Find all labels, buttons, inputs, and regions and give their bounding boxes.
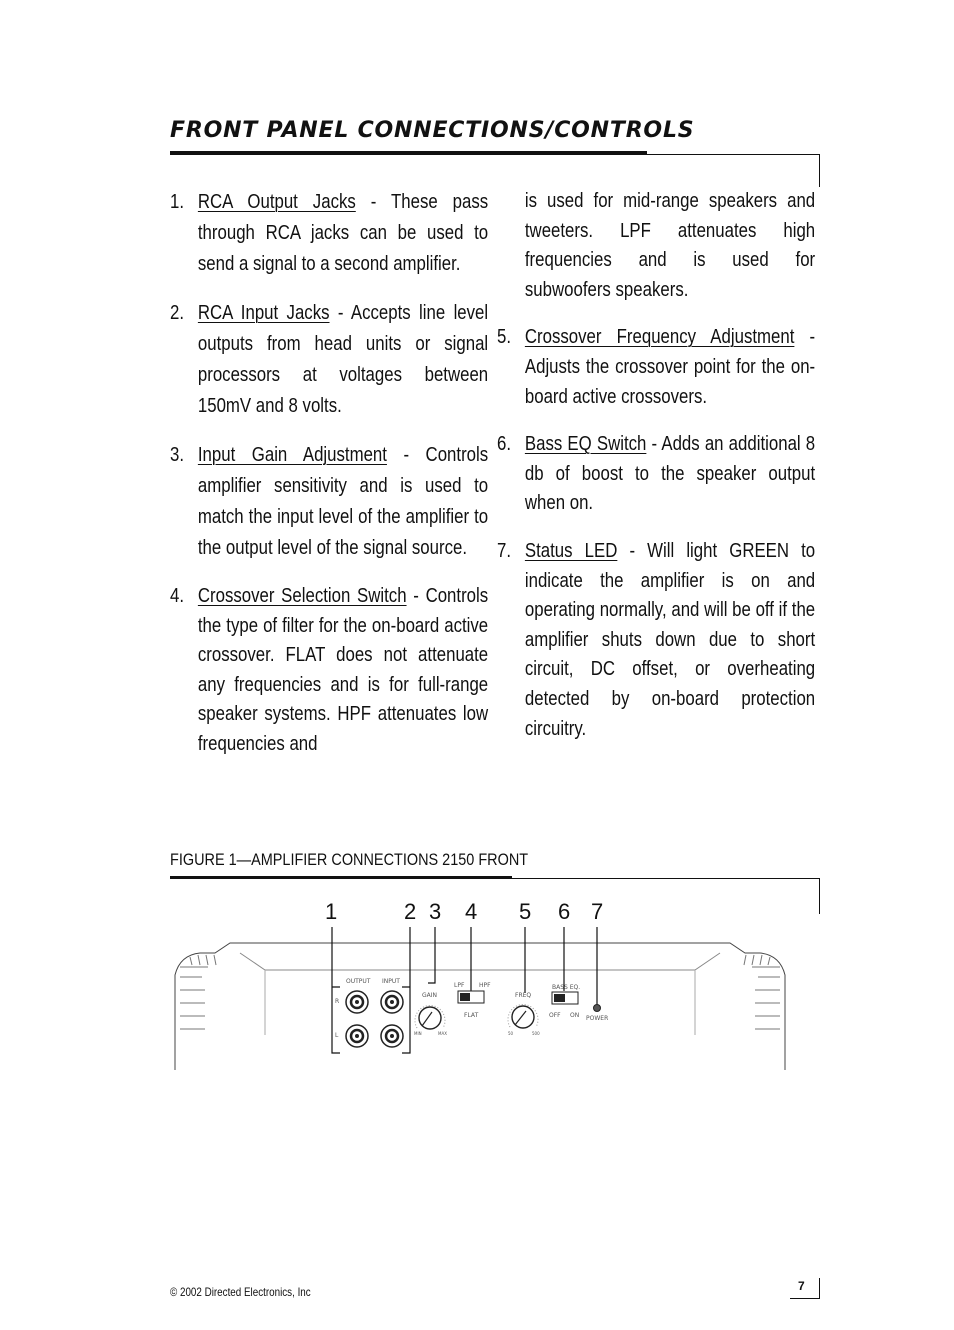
callout-3: 3: [429, 899, 442, 924]
title-rule: [170, 151, 647, 155]
item-term: Crossover Frequency Adjustment: [524, 325, 795, 349]
left-channel-label: L: [335, 1032, 339, 1039]
item-number: 6.: [497, 432, 512, 456]
status-led-icon: [594, 1005, 601, 1012]
list-item-6: [497, 429, 815, 518]
title-corner-tick: [819, 154, 820, 187]
gain-label: GAIN: [422, 992, 438, 999]
page-title: FRONT PANEL CONNECTIONS/CONTROLS: [170, 118, 695, 143]
callout-1: 1: [325, 899, 338, 924]
bass-eq-off-label: OFF: [549, 1012, 561, 1019]
item-text: is used for mid-range speakers and tweeters. LPF attenuates high frequencies and is used for subwoofers speakers.: [524, 189, 816, 301]
item-text: - Will light GREEN to indicate the amplifier is on and operating normally, and will be off if the amplifier shuts down due to short circuit, DC offset, or overheating detected by on-board protection circuitry.: [524, 538, 816, 740]
bass-eq-label: BASS EQ.: [552, 984, 581, 991]
callout-4: 4: [465, 899, 478, 924]
freq-label: FREQ: [515, 992, 532, 999]
flat-label: FLAT: [464, 1012, 479, 1019]
item-term: Bass EQ Switch: [524, 432, 647, 456]
item-text: - Accepts line level outputs from head units or signal processors at voltages between 150mV and 8 volts.: [197, 301, 489, 417]
item-term: Status LED: [524, 538, 618, 562]
amplifier-front-panel-diagram: [170, 895, 790, 1080]
item-text: - These pass through RCA jacks can be used to send a signal to a second amplifier.: [197, 190, 489, 275]
callout-6: 6: [558, 899, 571, 924]
list-item-2: [170, 297, 488, 421]
amp-outline: [175, 943, 785, 1070]
amp-inner-outline: [240, 953, 720, 970]
page-number-tick: [819, 1278, 820, 1299]
crossover-selection-switch: [458, 991, 484, 1003]
bass-eq-on-label: ON: [570, 1012, 580, 1019]
left-column: [170, 186, 489, 759]
item-term: RCA Input Jacks: [197, 301, 330, 324]
item-text: - Controls amplifier sensitivity and is used to match the input level of the amplifier to the output level of the signal source.: [197, 443, 489, 559]
item-text: - Adjusts the crossover point for the on-board active crossovers.: [524, 325, 816, 408]
title-thin-rule: [647, 154, 820, 155]
item-number: 3.: [170, 443, 185, 466]
gain-max-label: MAX: [438, 1031, 447, 1036]
power-label: POWER: [586, 1015, 609, 1022]
right-channel-label: R: [335, 998, 340, 1005]
right-heatsink-fins: [744, 955, 780, 1029]
item-number: 1.: [170, 190, 185, 213]
page-number-rule: [790, 1298, 820, 1299]
list-item-5: [497, 322, 815, 411]
list-item-1: [170, 186, 488, 279]
hpf-label: HPF: [479, 982, 491, 989]
input-label: INPUT: [382, 978, 400, 985]
callout-5: 5: [519, 899, 532, 924]
bass-eq-switch: [552, 992, 578, 1004]
item-number: 2.: [170, 301, 185, 324]
rca-output-jacks: [346, 991, 368, 1047]
figure-corner-tick: [819, 878, 820, 914]
output-label: OUTPUT: [346, 978, 371, 985]
left-heatsink-fins: [180, 955, 216, 1029]
item-term: Input Gain Adjustment: [197, 443, 387, 466]
item-text: - Controls the type of filter for the on-board active crossover. FLAT does not attenuate any frequencies and is for full-range speaker systems. HPF attenuates low frequencies and: [197, 584, 489, 755]
callout-2: 2: [404, 899, 417, 924]
item-number: 5.: [497, 325, 512, 349]
list-item-4-continued: [497, 186, 815, 304]
right-column: [497, 186, 816, 743]
callout-7: 7: [591, 899, 604, 924]
leader-3: [428, 927, 435, 983]
freq-min-label: 50: [508, 1031, 514, 1036]
figure-thin-rule: [512, 878, 820, 879]
item-term: RCA Output Jacks: [197, 190, 356, 213]
figure-caption: FIGURE 1—AMPLIFIER CONNECTIONS 2150 FRONT: [170, 850, 529, 869]
item-number: 4.: [170, 584, 185, 607]
freq-max-label: 500: [532, 1031, 540, 1036]
gain-min-label: MIN: [414, 1031, 422, 1036]
copyright: © 2002 Directed Electronics, Inc: [170, 1285, 311, 1299]
page-number: 7: [798, 1279, 805, 1293]
freq-knob: [508, 1005, 538, 1028]
item-text: - Adds an additional 8 db of boost to the speaker output when on.: [524, 432, 816, 515]
gain-knob: [415, 1006, 445, 1029]
list-item-4: [170, 581, 488, 759]
item-number: 7.: [497, 538, 512, 562]
figure-rule: [170, 876, 512, 879]
item-term: Crossover Selection Switch: [197, 584, 407, 607]
lpf-label: LPF: [454, 982, 465, 989]
list-item-7: [497, 536, 815, 743]
rca-input-jacks: [381, 991, 403, 1047]
list-item-3: [170, 439, 488, 563]
